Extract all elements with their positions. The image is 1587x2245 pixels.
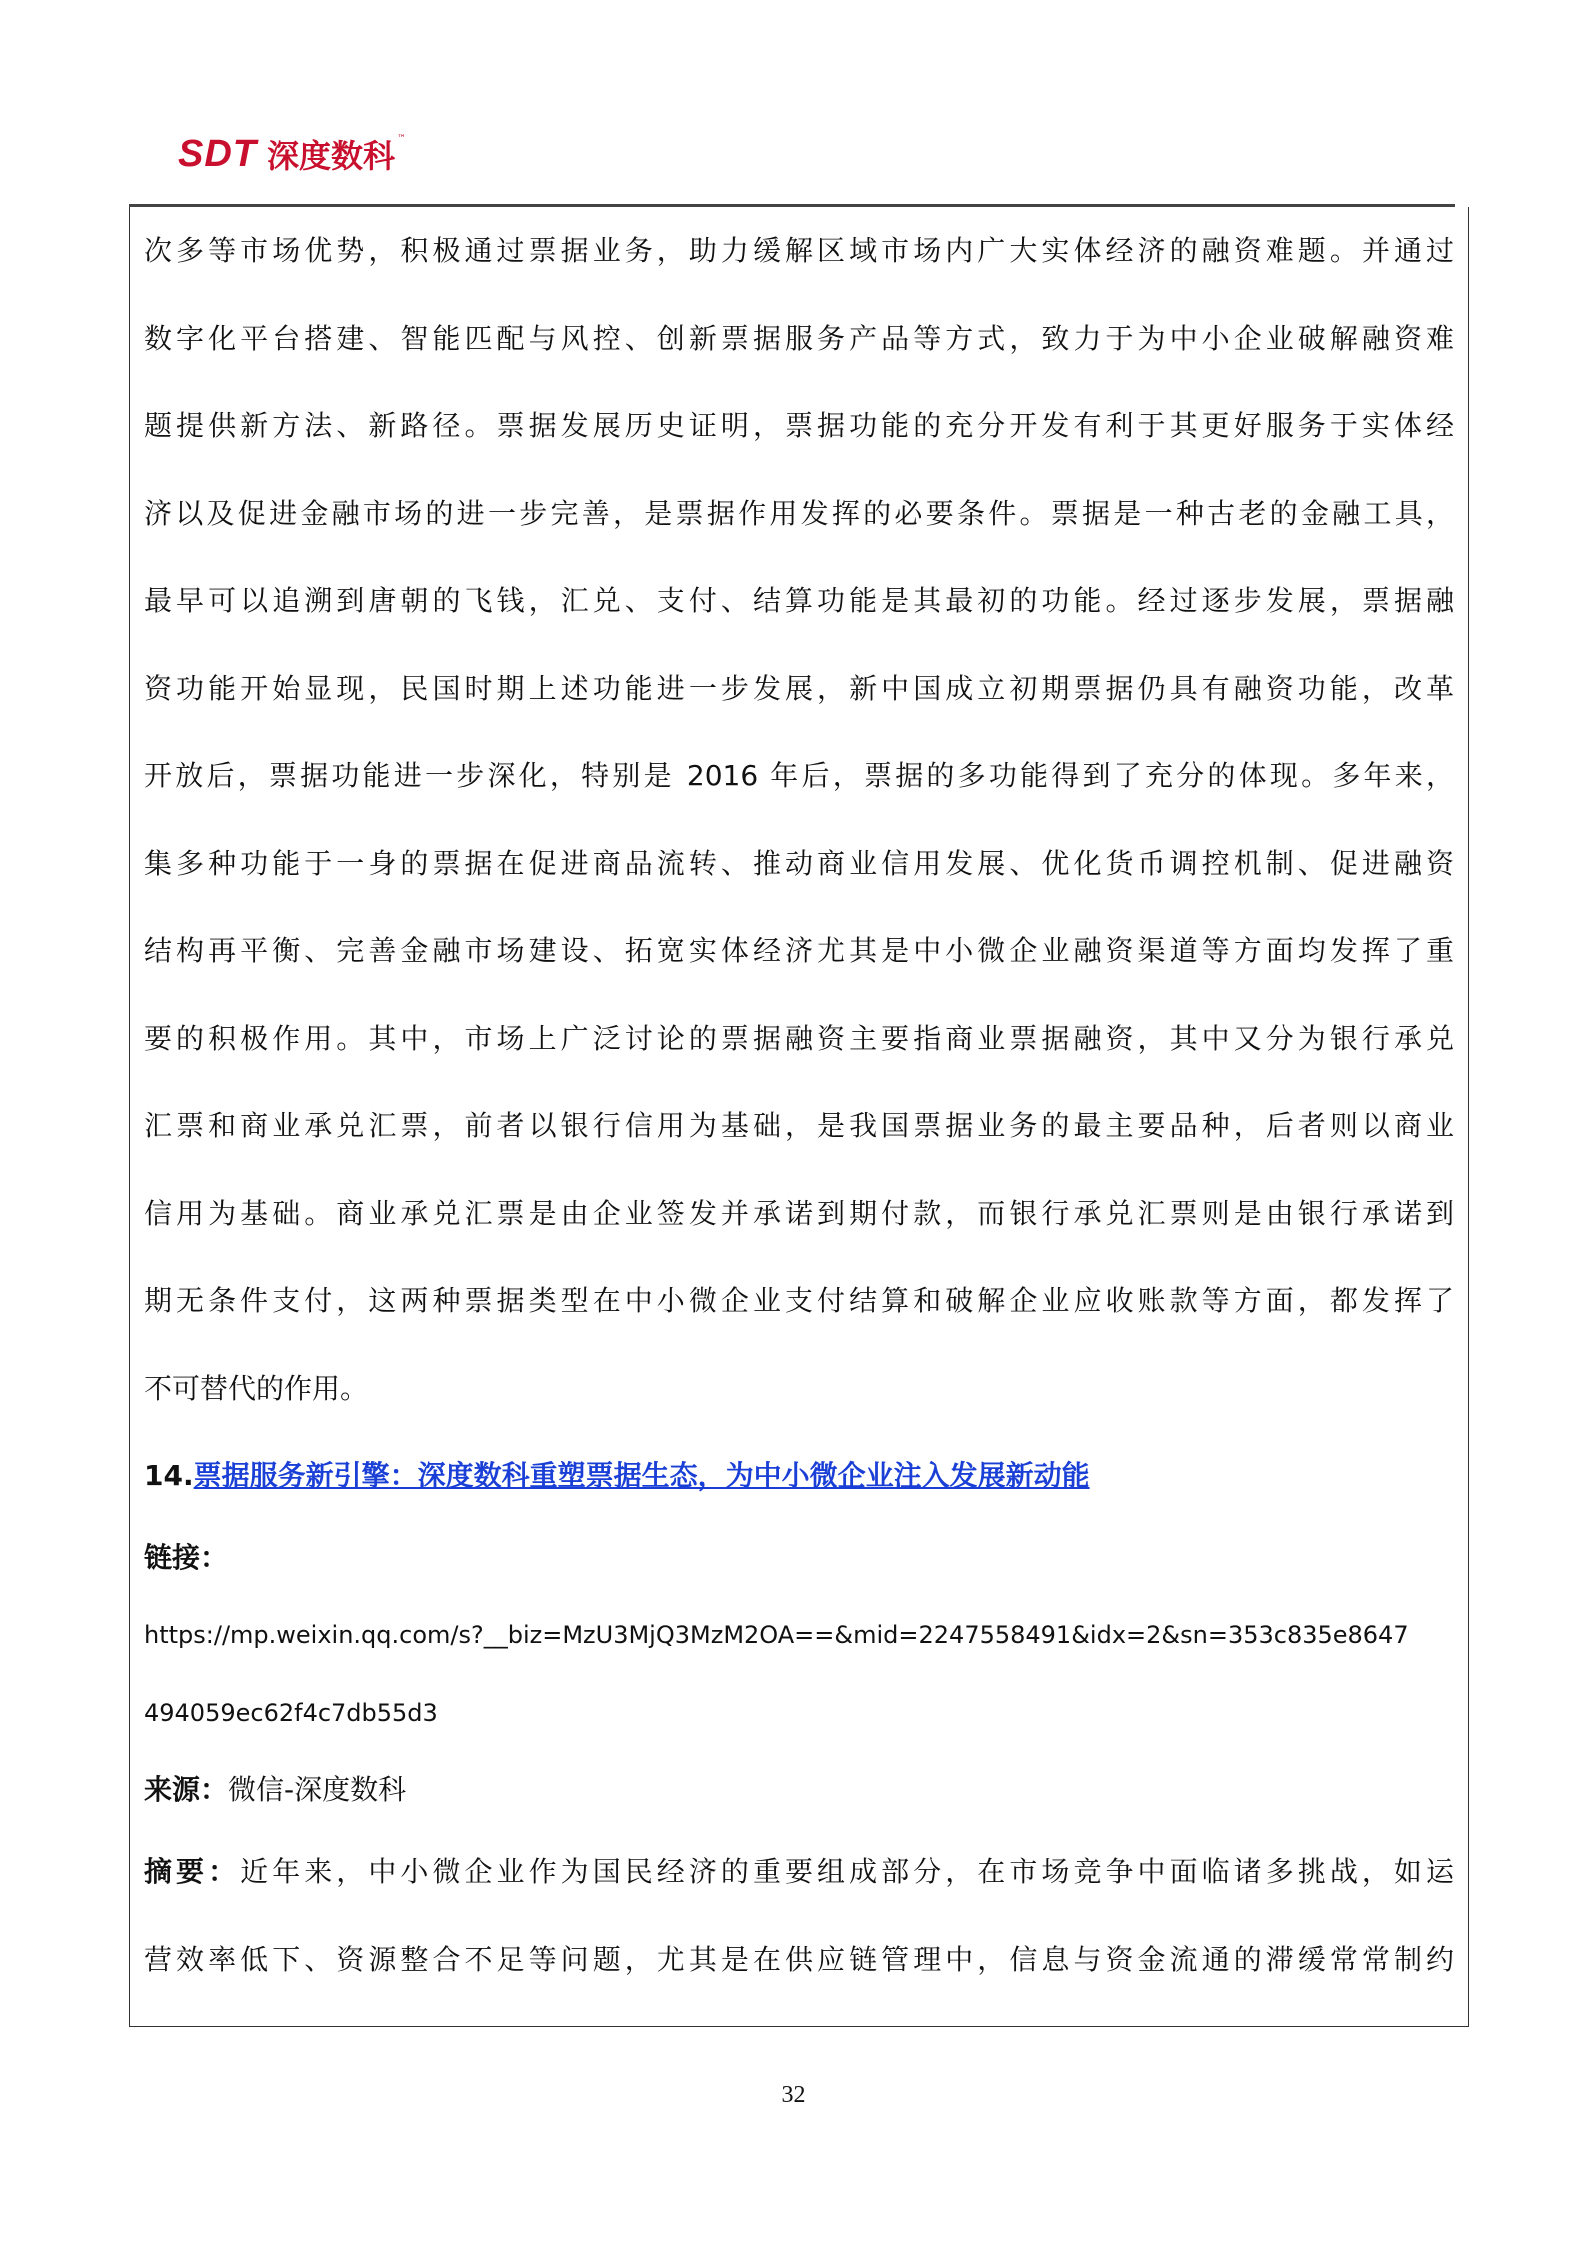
paragraph-line: 信用为基础。商业承兑汇票是由企业签发并承诺到期付款，而银行承兑汇票则是由银行承诺到 [144, 1196, 1454, 1230]
content-body [144, 207, 1454, 2003]
paragraph-line: 不可替代的作用。 [144, 1371, 369, 1405]
content-frame [129, 207, 1469, 2027]
sdt-logo-mark: SDT [178, 132, 257, 175]
link-label: 链接： [144, 1541, 229, 1574]
body-paragraph [144, 207, 1454, 1432]
paragraph-line: 济以及促进金融市场的进一步完善，是票据作用发挥的必要条件。票据是一种古老的金融工具， [144, 496, 1454, 530]
link-field [144, 1520, 1454, 1596]
paragraph-line: 最早可以追溯到唐朝的飞钱，汇兑、支付、结算功能是其最初的功能。经过逐步发展，票据融 [144, 584, 1454, 617]
paragraph-line: 期无条件支付，这两种票据类型在中小微企业支付结算和破解企业应收账款等方面，都发挥了 [144, 1284, 1454, 1317]
paragraph-line: 开放后，票据功能进一步深化，特别是 2016 年后，票据的多功能得到了充分的体现。多年来， [144, 759, 1454, 792]
summary-line-2: 营效率低下、资源整合不足等问题，尤其是在供应链管理中，信息与资金流通的滞缓常常制约 [144, 1942, 1454, 1976]
article-url-line-1[interactable]: https://mp.weixin.qq.com/s?__biz=MzU3MjQ3MzM2OA==&mid=2247558491&idx=2&sn=353c835e8647 [144, 1621, 1409, 1649]
trademark-symbol: ™ [397, 134, 407, 144]
source-value: 微信-深度数科 [228, 1773, 407, 1806]
header-logo [178, 128, 406, 180]
summary-line-1 [144, 1828, 1454, 1916]
summary-text: 近年来，中小微企业作为国民经济的重要组成部分，在市场竞争中面临诸多挑战，如运 [240, 1855, 1454, 1888]
page-number: 32 [781, 2082, 806, 2108]
paragraph-line: 次多等市场优势，积极通过票据业务，助力缓解区域市场内广大实体经济的融资难题。并通过 [144, 234, 1454, 267]
item-number: 14. [144, 1459, 194, 1492]
paragraph-line: 结构再平衡、完善金融市场建设、拓宽实体经济尤其是中小微企业融资渠道等方面均发挥了重 [144, 934, 1454, 967]
paragraph-line: 题提供新方法、新路径。票据发展历史证明，票据功能的充分开发有利于其更好服务于实体经 [144, 409, 1454, 442]
summary-label: 摘要： [144, 1855, 241, 1888]
paragraph-line: 数字化平台搭建、智能匹配与风控、创新票据服务产品等方式，致力于为中小企业破解融资难 [144, 321, 1454, 355]
article-url-line-2[interactable]: 494059ec62f4c7db55d3 [144, 1699, 438, 1727]
source-label: 来源： [144, 1773, 229, 1806]
paragraph-line: 汇票和商业承兑汇票，前者以银行信用为基础，是我国票据业务的最主要品种，后者则以商业 [144, 1109, 1454, 1142]
company-name: 深度数科 [267, 137, 396, 175]
item-heading [144, 1432, 1454, 1520]
paragraph-line: 要的积极作用。其中，市场上广泛讨论的票据融资主要指商业票据融资，其中又分为银行承兑 [144, 1021, 1454, 1055]
article-title-link[interactable]: 票据服务新引擎：深度数科重塑票据生态，为中小微企业注入发展新动能 [193, 1459, 1090, 1492]
paragraph-line: 资功能开始显现，民国时期上述功能进一步发展，新中国成立初期票据仍具有融资功能，改革 [144, 671, 1454, 705]
paragraph-line: 集多种功能于一身的票据在促进商品流转、推动商业信用发展、优化货币调控机制、促进融资 [144, 846, 1454, 880]
source-field [144, 1752, 1454, 1828]
